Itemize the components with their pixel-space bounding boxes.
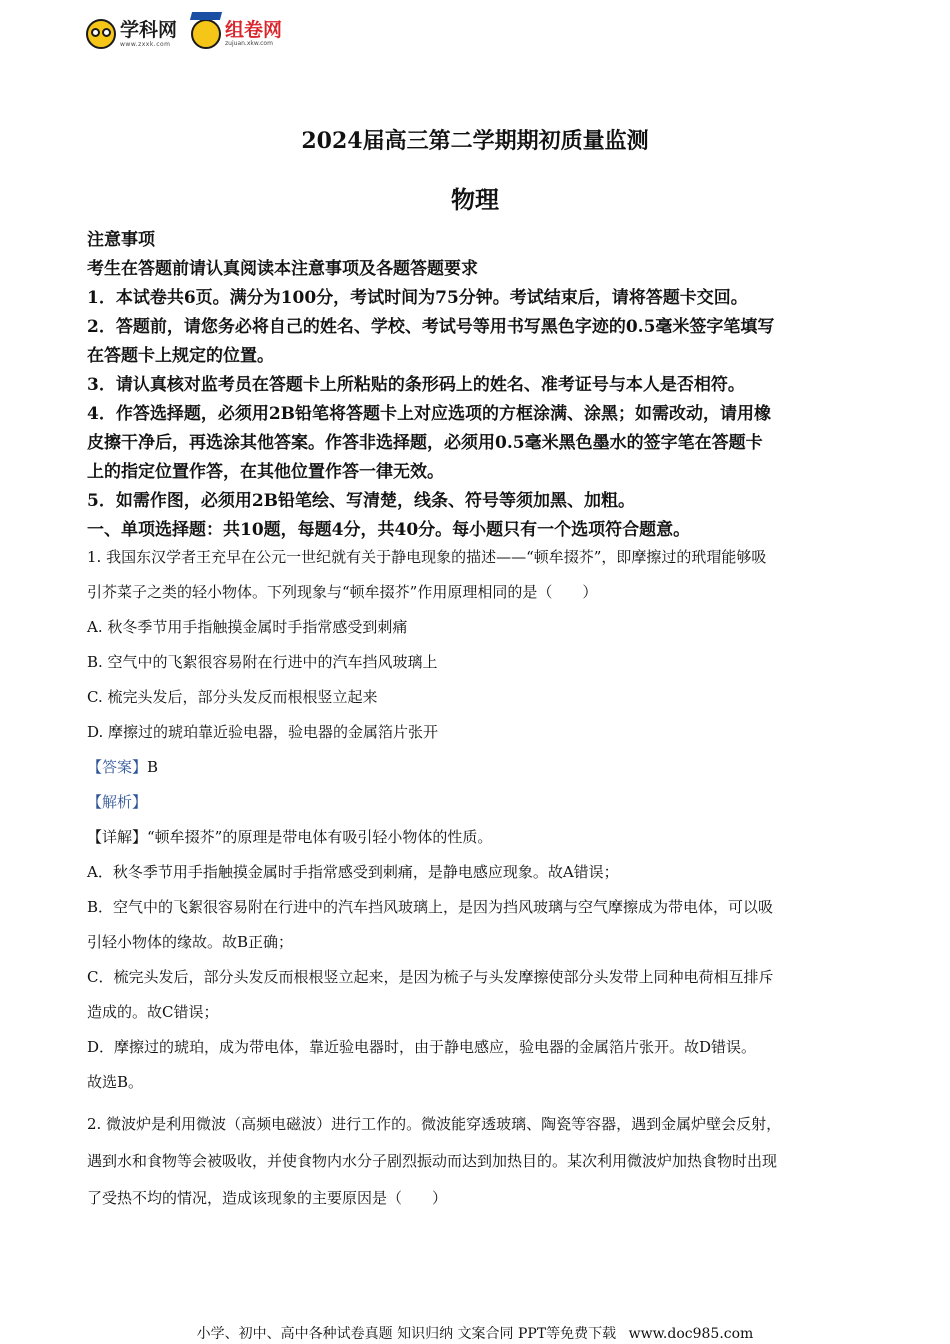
q2-line1: 2. 微波炉是利用微波（高频电磁波）进行工作的。微波能穿透玻璃、陶瓷等容器，遇到金属炉壁会反射， <box>87 1115 782 1133</box>
q1-option-d: D. 摩擦过的琥珀靠近验电器，验电器的金属箔片张开 <box>87 723 439 741</box>
notice-line: 5．如需作图，必须用2B铅笔绘、写清楚，线条、符号等须加黑、加粗。 <box>87 491 636 511</box>
notice-section <box>87 226 862 545</box>
analysis-label: 【解析】 <box>87 793 148 811</box>
zxxk-logo[interactable] <box>86 19 177 49</box>
notice-line: 2．答题前，请您务必将自己的姓名、学校、考试号等用书写黑色字迹的0.5毫米签字笔填写 <box>87 317 775 337</box>
section-heading: 一、单项选择题：共10题，每题4分，共40分。每小题只有一个选项符合题意。 <box>87 520 691 540</box>
notice-line: 考生在答题前请认真阅读本注意事项及各题答题要求 <box>87 259 478 279</box>
question-1 <box>87 540 862 1100</box>
q1-explain-c2: 造成的。故C错误； <box>87 1003 219 1021</box>
q1-detail <box>87 820 862 855</box>
header-logos <box>86 14 282 54</box>
notice-line: 1．本试卷共6页。满分为100分，考试时间为75分钟。考试结束后，请将答题卡交回。 <box>87 288 748 308</box>
notice-line: 在答题卡上规定的位置。 <box>87 346 274 366</box>
answer-label: 【答案】 <box>87 758 148 776</box>
q2-line2: 遇到水和食物等会被吸收，并使食物内水分子剧烈振动而达到加热目的。某次利用微波炉加热食物时出现 <box>87 1152 778 1170</box>
q1-conclusion: 故选B。 <box>87 1073 144 1091</box>
q1-explain-d: D．摩擦过的琥珀，成为带电体，靠近验电器时，由于静电感应，验电器的金属箔片张开。故D错误。 <box>87 1038 757 1056</box>
q1-explain-a: A．秋冬季节用手指触摸金属时手指常感受到刺痛，是静电感应现象。故A错误； <box>87 863 619 881</box>
logo2-name: 组卷网 <box>225 19 283 41</box>
notice-line: 皮擦干净后，再选涂其他答案。作答非选择题，必须用0.5毫米黑色墨水的签字笔在答题卡 <box>87 433 763 453</box>
logo2-url: zujuan.xkw.com <box>225 40 273 47</box>
q1-explain-c1: C．梳完头发后，部分头发反而根根竖立起来，是因为梳子与头发摩擦使部分头发带上同种电荷相互排斥 <box>87 968 774 986</box>
detail-label: 【详解】 <box>87 828 148 846</box>
owl-mascot-icon <box>86 19 116 49</box>
q1-explain-b2: 引轻小物体的缘故。故B正确； <box>87 933 294 951</box>
q1-explain-b1: B．空气中的飞絮很容易附在行进中的汽车挡风玻璃上，是因为挡风玻璃与空气摩擦成为带电体，可以吸 <box>87 898 774 916</box>
notice-line: 注意事项 <box>87 230 155 250</box>
notice-line: 4．作答选择题，必须用2B铅笔将答题卡上对应选项的方框涂满、涂黑；如需改动，请用橡 <box>87 404 772 424</box>
q1-option-a: A. 秋冬季节用手指触摸金属时手指常感受到刺痛 <box>87 618 408 636</box>
footer-link[interactable]: www.doc985.com <box>628 1326 754 1342</box>
question-2 <box>87 1106 862 1217</box>
answer-value: B <box>147 758 159 776</box>
notice-line: 上的指定位置作答，在其他位置作答一律无效。 <box>87 462 444 482</box>
graduate-owl-icon <box>191 19 221 49</box>
q1-answer <box>87 750 862 785</box>
q1-option-b: B. 空气中的飞絮很容易附在行进中的汽车挡风玻璃上 <box>87 653 438 671</box>
logo1-url: www.zxxk.com <box>120 40 171 48</box>
detail-text: “顿牟掇芥”的原理是带电体有吸引轻小物体的性质。 <box>147 828 493 846</box>
q2-line3: 了受热不均的情况，造成该现象的主要原因是（ ） <box>87 1189 448 1207</box>
subject-title: 物理 <box>451 185 499 214</box>
footer <box>0 1323 950 1343</box>
q1-stem-line1: 1. 我国东汉学者王充早在公元一世纪就有关于静电现象的描述——“顿牟掇芥”，即摩擦过的玳瑁能够吸 <box>87 548 767 566</box>
q1-stem-line2: 引芥菜子之类的轻小物体。下列现象与“顿牟掇芥”作用原理相同的是（ ） <box>87 583 598 601</box>
q1-analysis <box>87 785 862 820</box>
zujuan-logo[interactable] <box>191 19 282 49</box>
notice-line: 3．请认真核对监考员在答题卡上所粘贴的条形码上的姓名、准考证号与本人是否相符。 <box>87 375 745 395</box>
q1-option-c: C. 梳完头发后，部分头发反而根根竖立起来 <box>87 688 378 706</box>
exam-title: 2024届高三第二学期期初质量监测 <box>301 128 649 154</box>
logo1-name: 学科网 <box>120 18 178 41</box>
footer-text: 小学、初中、高中各种试卷真题 知识归纳 文案合同 PPT等免费下载 <box>196 1326 617 1342</box>
